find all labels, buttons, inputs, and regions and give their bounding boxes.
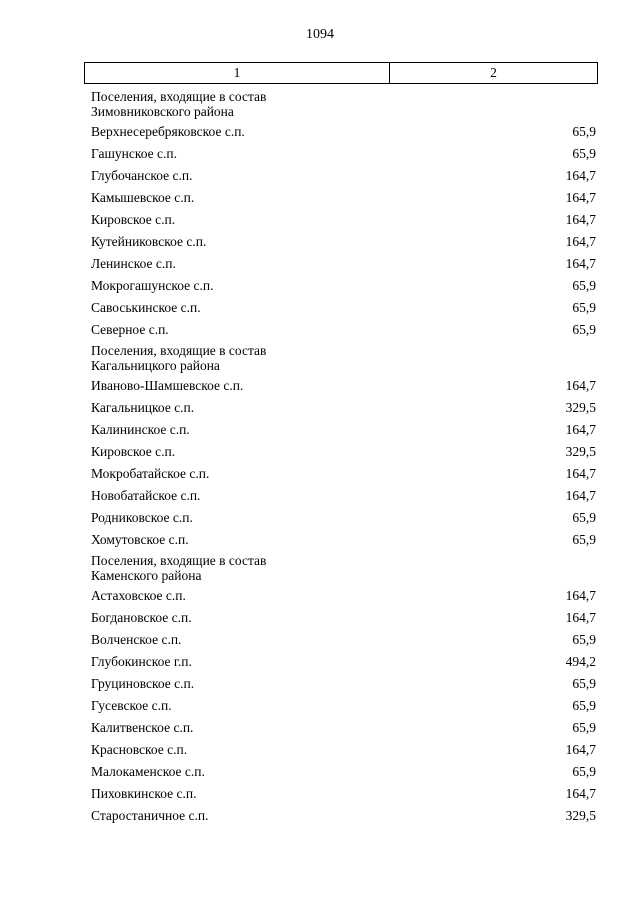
settlement-name: Гашунское с.п. [91, 146, 177, 161]
settlement-value: 164,7 [565, 466, 596, 481]
settlement-value: 329,5 [565, 400, 596, 415]
settlement-name: Иваново-Шамшевское с.п. [91, 378, 244, 393]
settlement-name: Глубочанское с.п. [91, 168, 193, 183]
table-row [91, 629, 596, 651]
settlement-name: Савоськинское с.п. [91, 300, 201, 315]
table-row [91, 585, 596, 607]
settlement-name: Гусевское с.п. [91, 698, 172, 713]
table-header-col2: 2 [490, 65, 497, 80]
section-title-line: Поселения, входящие в состав [91, 89, 267, 104]
table-row [91, 319, 596, 341]
settlement-name: Кировское с.п. [91, 444, 176, 459]
settlement-name: Малокаменское с.п. [91, 764, 205, 779]
section-title-line: Поселения, входящие в состав [91, 553, 267, 568]
settlement-name: Пиховкинское с.п. [91, 786, 197, 801]
table-row [91, 717, 596, 739]
settlement-value: 164,7 [565, 422, 596, 437]
section-title-line: Зимовниковского района [91, 104, 234, 119]
settlement-value: 329,5 [565, 808, 596, 823]
settlement-value: 164,7 [565, 256, 596, 271]
settlement-name: Ленинское с.п. [91, 256, 176, 271]
settlement-value: 65,9 [572, 698, 596, 713]
section-title [91, 551, 596, 585]
settlement-value: 164,7 [565, 588, 596, 603]
settlement-name: Калитвенское с.п. [91, 720, 194, 735]
table-row [91, 231, 596, 253]
settlement-name: Астаховское с.п. [91, 588, 186, 603]
settlement-value: 164,7 [565, 190, 596, 205]
settlement-name: Мокрогашунское с.п. [91, 278, 214, 293]
table-row [91, 805, 596, 827]
table-row [91, 375, 596, 397]
settlement-name: Кутейниковское с.п. [91, 234, 207, 249]
section-title [91, 341, 596, 375]
settlement-value: 164,7 [565, 488, 596, 503]
table-row [91, 529, 596, 551]
table-row [91, 187, 596, 209]
settlement-name: Верхнесеребряковское с.п. [91, 124, 245, 139]
settlement-value: 65,9 [572, 146, 596, 161]
table-row [91, 651, 596, 673]
table-header [84, 62, 598, 84]
settlement-name: Северное с.п. [91, 322, 169, 337]
table-row [91, 275, 596, 297]
table-row [91, 761, 596, 783]
table-row [91, 165, 596, 187]
settlement-value: 65,9 [572, 300, 596, 315]
settlement-name: Старостаничное с.п. [91, 808, 209, 823]
settlement-value: 65,9 [572, 720, 596, 735]
table-row [91, 143, 596, 165]
settlement-value: 164,7 [565, 168, 596, 183]
table-row [91, 253, 596, 275]
settlement-value: 164,7 [565, 610, 596, 625]
settlement-name: Родниковское с.п. [91, 510, 193, 525]
table-row [91, 463, 596, 485]
settlement-value: 65,9 [572, 322, 596, 337]
table-row [91, 507, 596, 529]
settlement-value: 65,9 [572, 278, 596, 293]
settlement-value: 164,7 [565, 378, 596, 393]
table-row [91, 739, 596, 761]
section-title-line: Кагальницкого района [91, 358, 220, 373]
settlement-name: Камышевское с.п. [91, 190, 195, 205]
settlement-value: 65,9 [572, 510, 596, 525]
table-row [91, 441, 596, 463]
settlement-name: Хомутовское с.п. [91, 532, 189, 547]
settlement-name: Груциновское с.п. [91, 676, 195, 691]
section-title-line: Каменского района [91, 568, 202, 583]
settlement-name: Мокробатайское с.п. [91, 466, 210, 481]
table-row [91, 783, 596, 805]
settlement-name: Кировское с.п. [91, 212, 176, 227]
section-title-line: Поселения, входящие в состав [91, 343, 267, 358]
table-row [91, 673, 596, 695]
settlement-value: 494,2 [565, 654, 596, 669]
settlement-value: 65,9 [572, 532, 596, 547]
settlement-name: Кагальницкое с.п. [91, 400, 195, 415]
table-row [91, 397, 596, 419]
settlement-value: 329,5 [565, 444, 596, 459]
table-row [91, 607, 596, 629]
settlement-value: 164,7 [565, 234, 596, 249]
settlement-name: Глубокинское г.п. [91, 654, 192, 669]
table-row [91, 695, 596, 717]
settlement-name: Богдановское с.п. [91, 610, 192, 625]
settlement-name: Новобатайское с.п. [91, 488, 201, 503]
settlement-value: 164,7 [565, 212, 596, 227]
section-title [91, 87, 596, 121]
settlement-value: 164,7 [565, 742, 596, 757]
settlement-name: Волченское с.п. [91, 632, 182, 647]
settlement-value: 65,9 [572, 632, 596, 647]
table-row [91, 209, 596, 231]
settlement-value: 164,7 [565, 786, 596, 801]
settlement-value: 65,9 [572, 764, 596, 779]
settlement-name: Красновское с.п. [91, 742, 188, 757]
table-row [91, 419, 596, 441]
page-number: 1094 [306, 27, 334, 42]
settlement-name: Калининское с.п. [91, 422, 190, 437]
table-row [91, 121, 596, 143]
table-row [91, 485, 596, 507]
table-body [91, 87, 596, 827]
table-row [91, 297, 596, 319]
settlement-value: 65,9 [572, 676, 596, 691]
table-header-col1: 1 [85, 63, 390, 83]
settlement-value: 65,9 [572, 124, 596, 139]
